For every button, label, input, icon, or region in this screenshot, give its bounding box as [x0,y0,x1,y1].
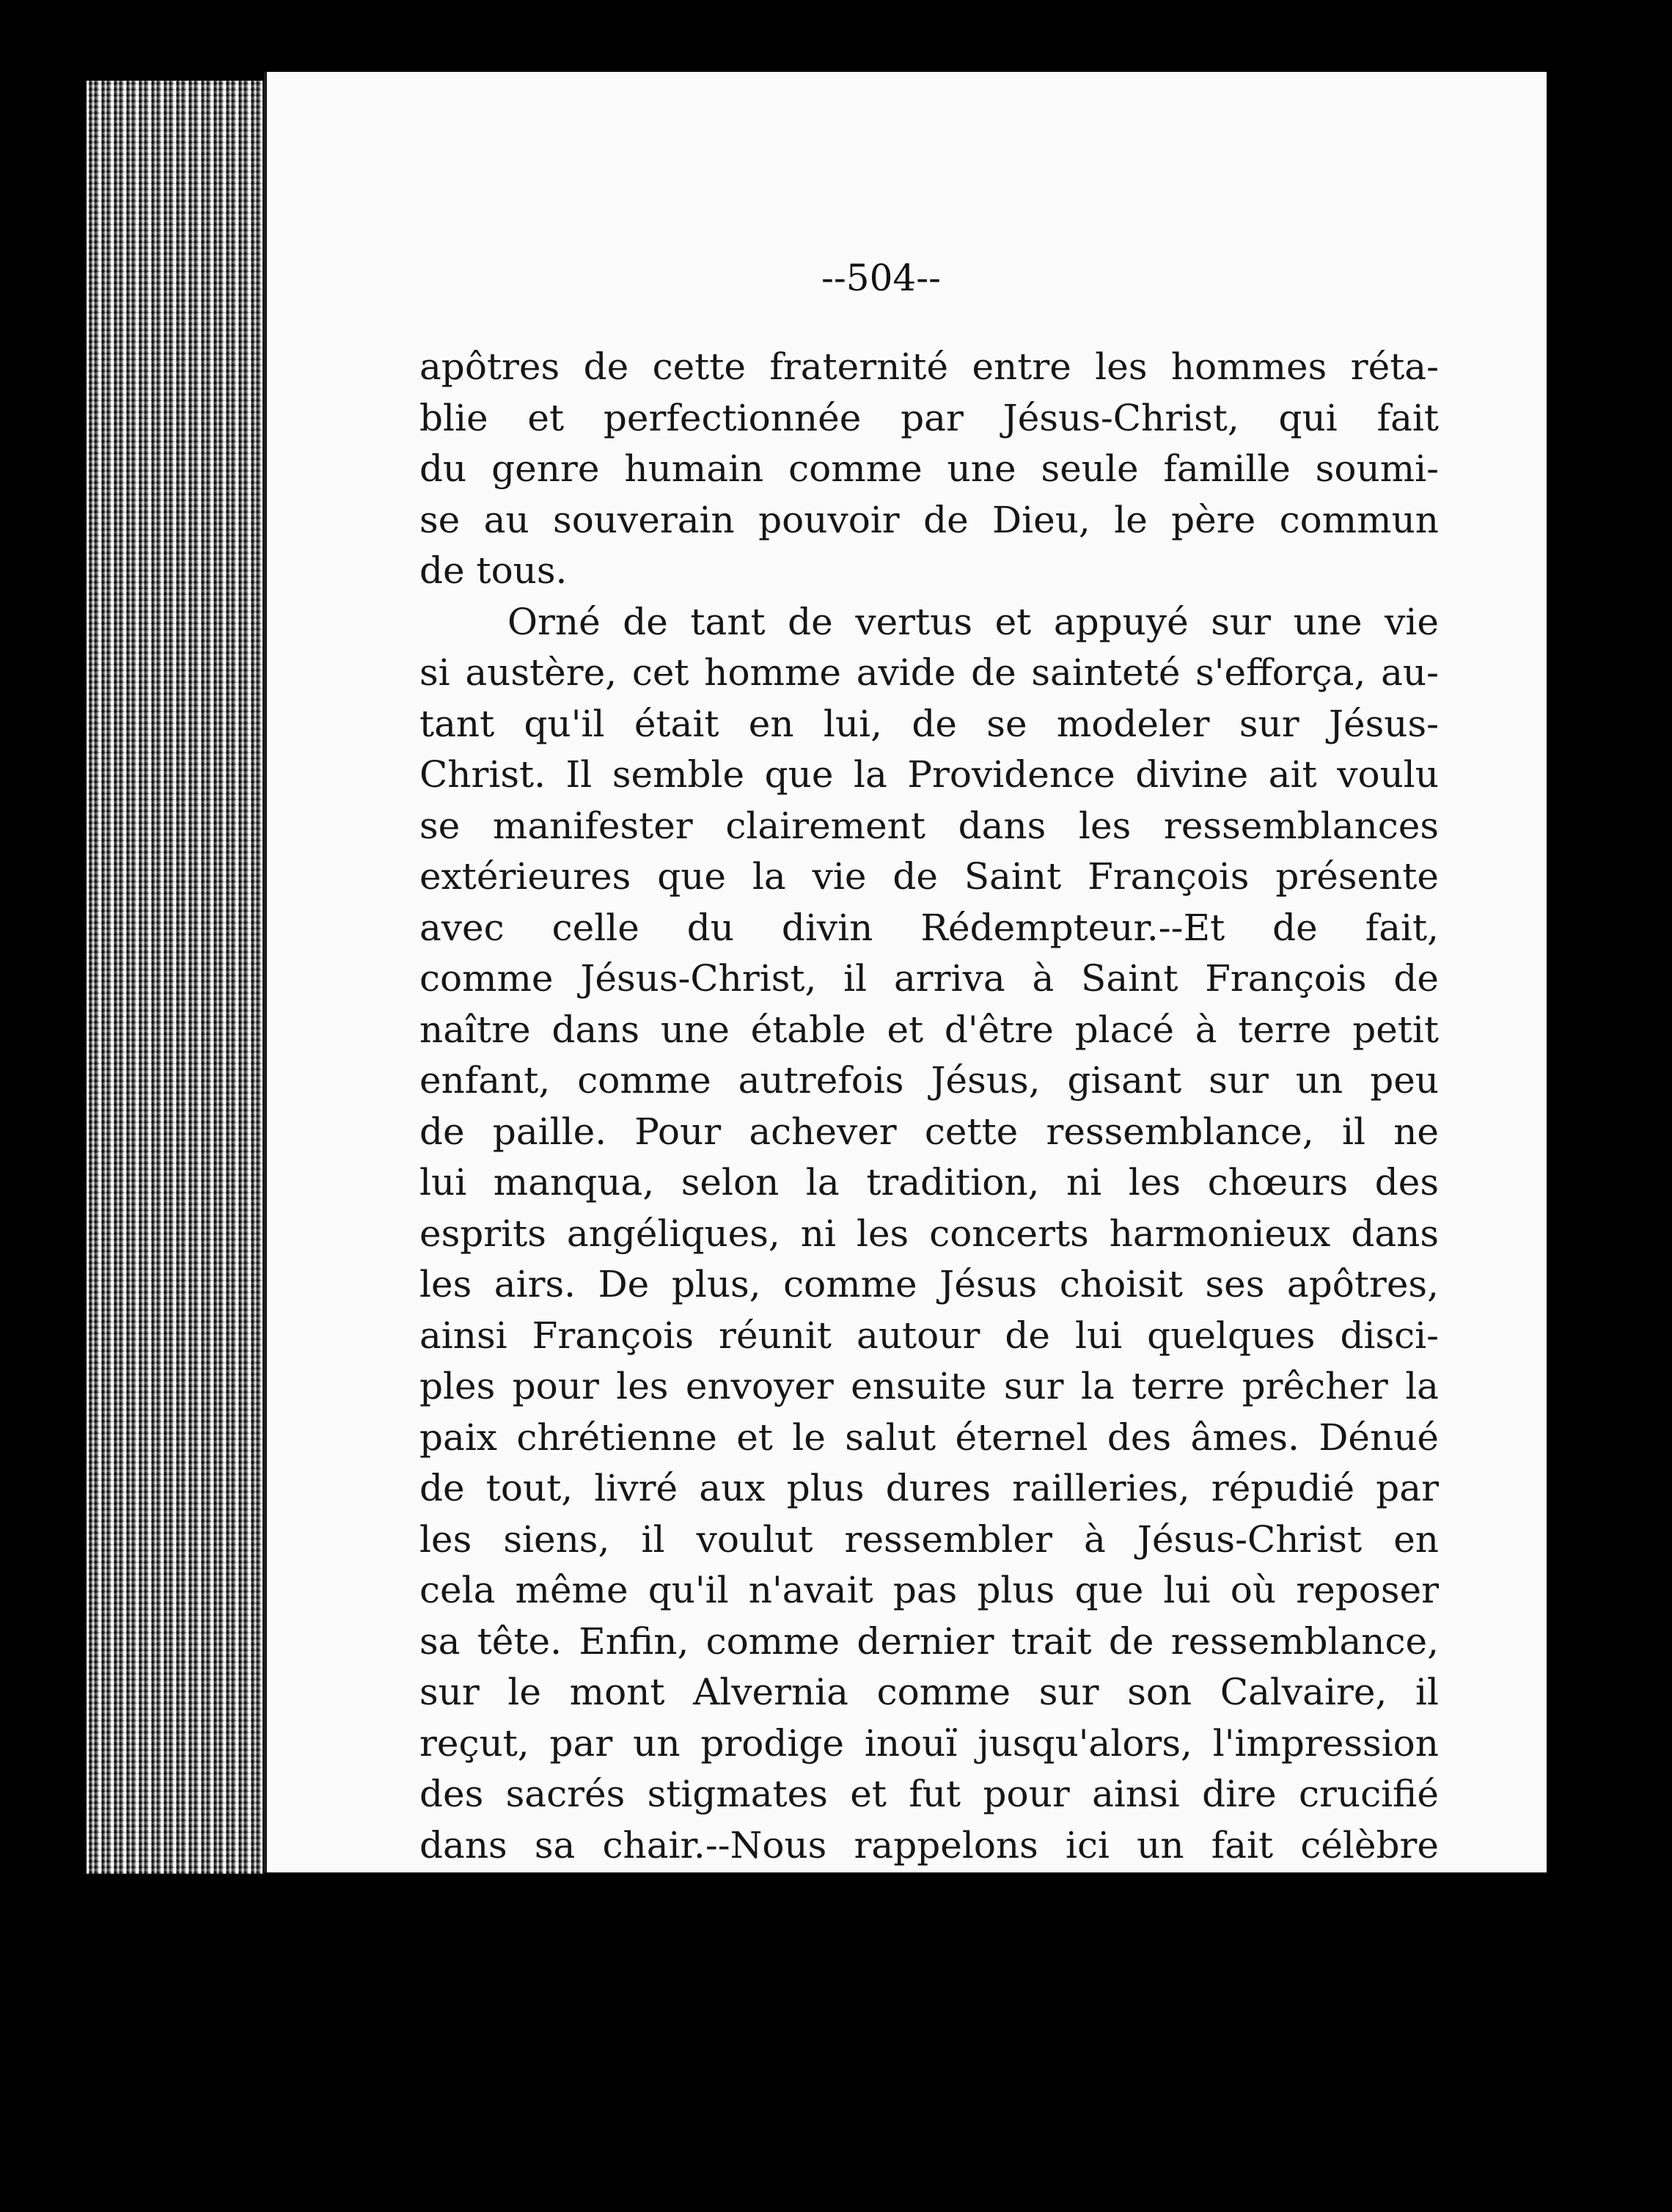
text-line: ainsi François réunit autour de lui quelques disci- [419,1314,1439,1357]
text-line: extérieures que la vie de Saint François présente [419,855,1439,898]
text-line: si austère, cet homme avide de sainteté s'efforça, au- [419,651,1439,694]
text-line: enfant, comme autrefois Jésus, gisant sur un peu [419,1059,1439,1102]
body-text [419,342,1439,1871]
text-line: de tous. [419,549,568,592]
text-line: cela même qu'il n'avait pas plus que lui où reposer [419,1569,1439,1611]
text-line-paragraph-start: Orné de tant de vertus et appuyé sur une vie [507,600,1439,643]
text-line: dans sa chair.--Nous rappelons ici un fait célèbre [419,1823,1439,1867]
text-line: blie et perfectionnée par Jésus-Christ, qui fait [419,396,1439,439]
text-line: tant qu'il était en lui, de se modeler sur Jésus- [419,702,1439,745]
text-line: des sacrés stigmates et fut pour ainsi dire crucifié [419,1773,1439,1815]
text-line: naître dans une étable et d'être placé à terre petit [419,1008,1439,1051]
text-line: apôtres de cette fraternité entre les hommes réta- [419,345,1439,388]
book-page-edges [87,81,263,1874]
text-line: sa tête. Enfin, comme dernier trait de ressemblance, [419,1619,1439,1663]
text-line: du genre humain comme une seule famille soumi- [419,447,1439,490]
text-line: les airs. De plus, comme Jésus choisit ses apôtres, [419,1263,1439,1305]
text-line: comme Jésus-Christ, il arriva à Saint François de [419,957,1439,1000]
text-line: de tout, livré aux plus dures railleries, répudié par [419,1467,1439,1509]
text-line: de paille. Pour achever cette ressemblance, il ne [419,1110,1439,1153]
text-line: les siens, il voulut ressembler à Jésus-Christ en [419,1517,1439,1561]
page-number: --504-- [821,257,942,299]
text-line: esprits angéliques, ni les concerts harmonieux dans [419,1212,1439,1255]
text-line: lui manqua, selon la tradition, ni les chœurs des [419,1161,1439,1204]
text-line: ples pour les envoyer ensuite sur la terre prêcher la [419,1365,1439,1407]
text-line: se manifester clairement dans les ressemblances [419,804,1439,847]
text-line: se au souverain pouvoir de Dieu, le père commun [419,498,1439,541]
text-line: avec celle du divin Rédempteur.--Et de fait, [419,906,1439,949]
page-gutter-shadow [1555,66,1562,1826]
text-line: Christ. Il semble que la Providence divine ait voulu [419,753,1439,796]
text-line: paix chrétienne et le salut éternel des âmes. Dénué [419,1416,1439,1459]
text-line: sur le mont Alvernia comme sur son Calvaire, il [419,1671,1439,1713]
text-line: reçut, par un prodige inouï jusqu'alors, l'impression [419,1721,1439,1765]
